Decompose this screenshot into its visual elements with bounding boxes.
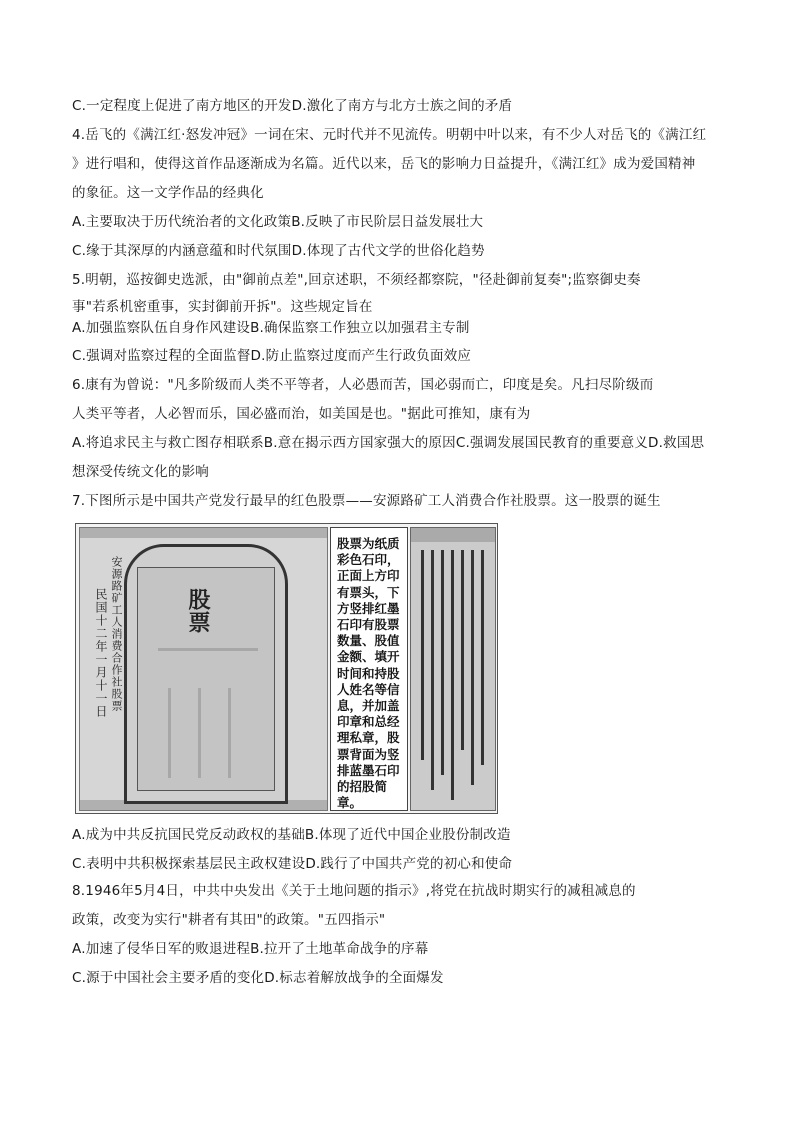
q7-option-cd: C.表明中共积极探索基层民主政权建设D.践行了中国共产党的初心和使命 (72, 856, 513, 872)
q8-option-cd: C.源于中国社会主要矛盾的变化D.标志着解放战争的全面爆发 (72, 970, 444, 986)
q4-stem-line-2: 》进行唱和，使得这首作品逐渐成为名篇。近代以来，岳飞的影响力日益提升，《满江红》成为爱国精神 (72, 156, 696, 172)
q5-stem-line-2: 事"若系机密重事，实封御前开拆"。这些规定旨在 (72, 299, 373, 315)
stock-top-caption: 安源路矿工人消费合作社股票 (110, 556, 123, 712)
q4-option-ab: A.主要取决于历代统治者的文化政策B.反映了市民阶层日益发展壮大 (72, 214, 484, 230)
q4-stem-line-1: 4.岳飞的《满江红·怒发冲冠》一词在宋、元时代并不见流传。明朝中叶以来，有不少人对岳飞的《满江红 (72, 127, 707, 143)
q7-stem: 7.下图所示是中国共产党发行最早的红色股票——安源路矿工人消费合作社股票。这一股票的诞生 (72, 493, 661, 509)
q3-option-cd: C.一定程度上促进了南方地区的开发D.激化了南方与北方士族之间的矛盾 (72, 98, 513, 114)
stock-center-title: 股票 (185, 588, 211, 634)
q5-stem-line-1: 5.明朝，巡按御史选派，由"御前点差",回京述职，不须经都察院，"径赴御前复奏";监察御史奏 (72, 272, 641, 288)
q8-stem-line-1: 8.1946年5月4日，中共中央发出《关于土地问题的指示》,将党在抗战时期实行的减租减息的 (72, 883, 636, 899)
stock-back-image (410, 527, 496, 811)
q5-option-ab: A.加强监察队伍自身作风建设B.确保监察工作独立以加强君主专制 (72, 320, 470, 336)
stock-figure (75, 523, 498, 814)
stock-front-image (79, 527, 328, 811)
q8-option-ab: A.加速了侵华日军的败退进程B.拉开了土地革命战争的序幕 (72, 941, 429, 957)
stock-description: 股票为纸质彩色石印，正面上方印有票头，下方竖排红墨石印有股票数量、股值金额、填开时间和持股人姓名等信息，并加盖印章和总经理私章，股票背面为竖排蓝墨石印的招股简章。 (337, 536, 400, 811)
q4-stem-line-3: 的象征。这一文学作品的经典化 (72, 185, 264, 201)
q6-stem-line-1: 6.康有为曾说："凡多阶级而人类不平等者，人必愚而苦，国必弱而亡，印度是矣。凡扫尽阶级而 (72, 377, 654, 393)
q6-option-d-cont: 想深受传统文化的影响 (72, 464, 209, 480)
q5-option-cd: C.强调对监察过程的全面监督D.防止监察过度而产生行政负面效应 (72, 348, 472, 364)
q6-stem-line-2: 人类平等者，人必智而乐，国必盛而治，如美国是也。"据此可推知，康有为 (72, 406, 531, 422)
stock-date-text: 民国十二年一月十一日 (94, 588, 108, 718)
q8-stem-line-2: 政策，改变为实行"耕者有其田"的政策。"五四指示" (72, 912, 386, 928)
q7-option-ab: A.成为中共反抗国民党反动政权的基础B.体现了近代中国企业股份制改造 (72, 827, 511, 843)
q6-option-abc-d: A.将追求民主与救亡图存相联系B.意在揭示西方国家强大的原因C.强调发展国民教育的重要意义D.救国思 (72, 435, 705, 451)
stock-frame (124, 544, 288, 804)
q4-option-cd: C.缘于其深厚的内涵意蕴和时代氛围D.体现了古代文学的世俗化趋势 (72, 243, 485, 259)
stock-description-box (330, 527, 408, 811)
